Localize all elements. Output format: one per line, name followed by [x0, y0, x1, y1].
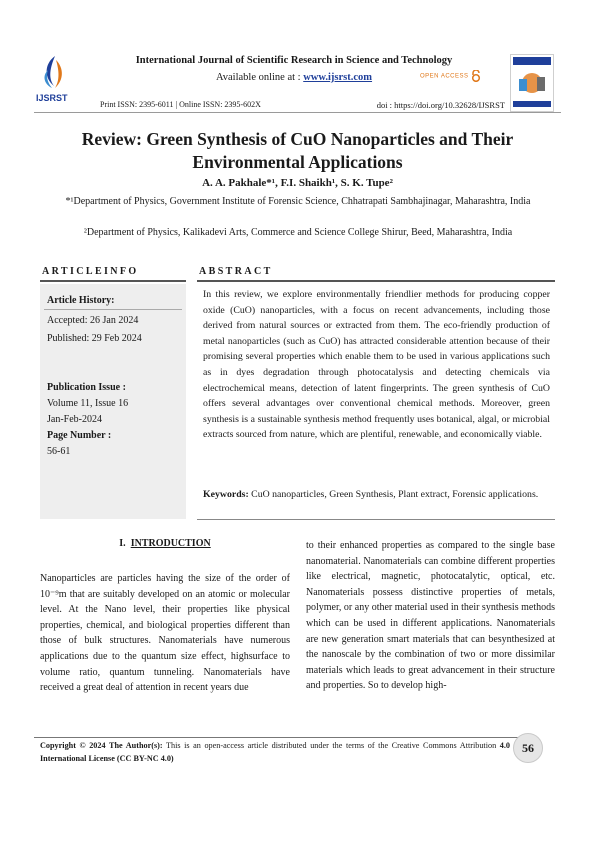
keywords-label: Keywords:	[203, 489, 252, 500]
section-heading-introduction	[40, 538, 290, 549]
affiliation-2: ²Department of Physics, Kalikadevi Arts, Commerce and Science College Shirur, Beed, Maharashtra, India	[83, 227, 513, 238]
copyright-label: Copyright © 2024 The Author(s):	[40, 741, 163, 750]
header-divider	[34, 112, 561, 113]
affiliation-1: *¹Department of Physics, Government Institute of Forensic Science, Chhatrapati Sambhajinagar, Maharashtra, India	[65, 196, 531, 207]
abstract-rule	[197, 280, 555, 282]
available-label: Available online at :	[215, 72, 304, 83]
abstract-bottom-rule	[197, 519, 555, 520]
publication-issue-label: Publication Issue :	[47, 382, 126, 393]
license-link[interactable]: 4.0 International License (CC BY-NC 4.0)	[40, 741, 510, 763]
keywords	[203, 487, 550, 503]
keywords-text: CuO nanoparticles, Green Synthesis, Plant extract, Forensic applications.	[251, 489, 539, 500]
page-range: 56-61	[47, 446, 71, 457]
published-date: Published: 29 Feb 2024	[47, 333, 142, 344]
article-history-rule	[44, 309, 182, 310]
article-info-rule	[40, 280, 186, 282]
body-column-1: Nanoparticles are particles having the size of the order of 10⁻⁹m that are suitably developed on an atomic or molecular level. At the Nano level, their properties like physical properties, chemical, and biological properties different than those of bulk structures. Nanomaterials have numerous applications due to the quantum size effect, highsurface to volume ratio, quantum tunneling. Nanomaterials have received a great deal of attention in recent years due	[40, 573, 290, 694]
open-access-badge	[420, 70, 481, 82]
section-title: INTRODUCTION	[130, 538, 211, 549]
abstract-heading: ABSTRACT	[199, 266, 273, 277]
paper-title: Review: Green Synthesis of CuO Nanoparticles and Their Environmental Applications	[81, 129, 514, 172]
article-history-label: Article History:	[47, 295, 115, 306]
page-number-badge: 56	[513, 733, 543, 763]
journal-url-link[interactable]: www.ijsrst.com	[303, 72, 373, 83]
logo-text: IJSRST	[36, 93, 68, 103]
volume-issue: Volume 11, Issue 16	[47, 398, 129, 409]
body-column-2: to their enhanced properties as compared to the single base nanomaterial. Nanomaterials can combine different properties like electrical, magnetic, photocatalytic, optical, etc. Nanomaterials possess distinctive properties of metals, polymer, or any other material used in their synthesis methods which can be used in different applications. Nanomaterials are new generation smart materials that can besynthesized at the nanoscale by the combination of two or more dissimilar materials which leads to great advancement in their structure and properties. So to develop high-	[306, 540, 555, 692]
copyright-text: This is an open-access article distributed under the terms of the Creative Commons Attribution	[162, 741, 500, 750]
issn-line: Print ISSN: 2395-6011 | Online ISSN: 2395-602X	[100, 100, 261, 109]
open-access-label: OPEN ACCESS	[420, 73, 469, 80]
issue-date: Jan-Feb-2024	[47, 414, 102, 425]
accepted-date: Accepted: 26 Jan 2024	[47, 315, 139, 326]
journal-cover-image	[510, 54, 554, 112]
doi-link[interactable]: doi : https://doi.org/10.32628/IJSRST	[376, 100, 505, 110]
page-number-label: Page Number :	[47, 430, 112, 441]
journal-title: International Journal of Scientific Research in Science and Technology	[135, 55, 453, 66]
section-number: I.	[119, 538, 126, 549]
authors: A. A. Pakhale*¹, F.I. Shaikh¹, S. K. Tupe²	[202, 177, 393, 189]
article-info-heading: ARTICLEINFO	[42, 266, 139, 277]
footer-divider	[34, 737, 520, 738]
abstract-text: In this review, we explore environmentally friendlier methods for producing copper oxide (CuO) nanoparticles, with a focus on recent advancements, including those derived from natural sources or extracted from them. The eco-friendly production of metal nanoparticles (such as CuO) has attracted considerable attention because of their promising several properties which enable them to be used in various applications such as in dyes degradation through photocatalysis and detecting chemicals via electrochemical means, detection of latent fingerprints. The green synthesis of CuO offers several advantages over conventional chemical methods. Moreover, green synthesis is a sustainable synthesis method frequently uses botanical, algal, or microbial extracts sourced from nature, which are plentiful, renewable, and economically viable.	[203, 289, 550, 441]
copyright-notice	[40, 740, 510, 765]
open-lock-icon	[471, 70, 481, 82]
